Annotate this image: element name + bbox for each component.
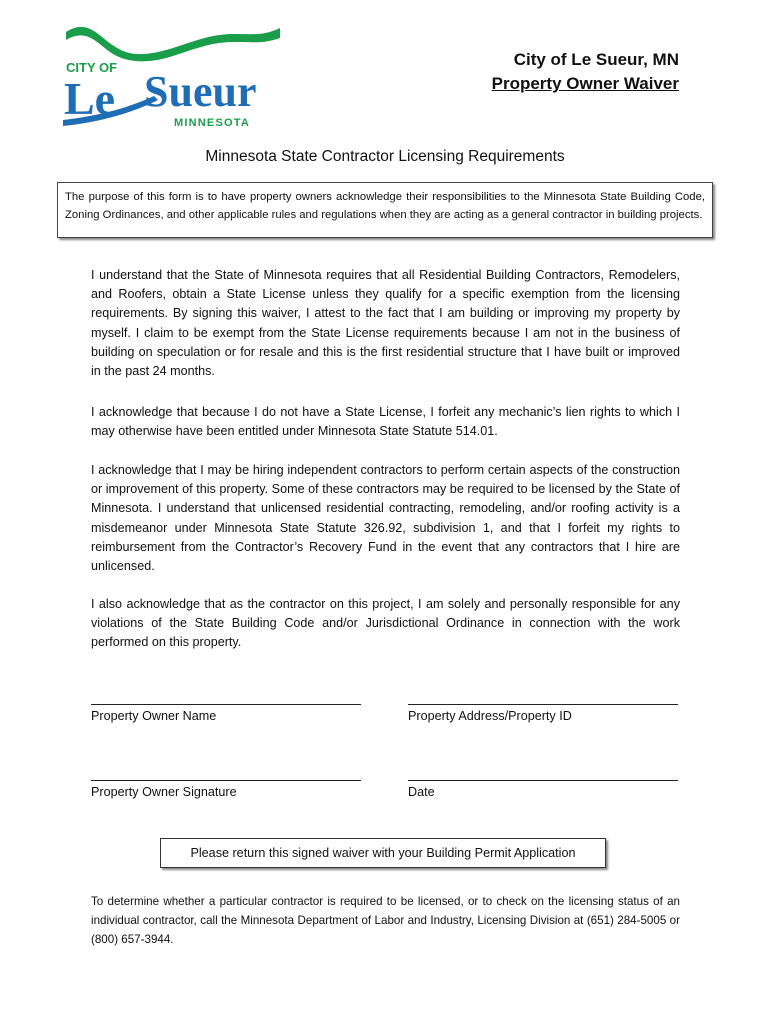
date-field[interactable] [408, 780, 678, 781]
paragraph-exemption: I understand that the State of Minnesota requires that all Residential Building Contractors, Remodelers, and Roofers, obtain a State License unless they qualify for a specific exemption from the licensing requirements. By signing this waiver, I attest to the fact that I am building or improving my property by myself. I claim to be exempt from the State License requirements because I am not in the business of building on speculation or for resale and this is the first residential structure that I have built or improved in the past 24 months. [91, 268, 680, 379]
return-notice: Please return this signed waiver with your Building Permit Application [160, 838, 606, 868]
address-label: Property Address/Property ID [408, 709, 572, 723]
paragraph-lien-rights: I acknowledge that because I do not have a State License, I forfeit any mechanic’s lien rights to which I may otherwise have been entitled under Minnesota State Statute 514.01. [91, 405, 680, 439]
logo-green-river [66, 27, 280, 62]
signature-label: Property Owner Signature [91, 785, 237, 799]
purpose-box: The purpose of this form is to have property owners acknowledge their responsibilities to the Minnesota State Building Code, Zoning Ordinances, and other applicable rules and regulations when they are acting as a general contractor in building projects. [57, 182, 713, 238]
paragraph-independent-contractors: I acknowledge that I may be hiring independent contractors to perform certain aspects of the construction or improvement of this property. Some of these contractors may be required to be licensed by the State of Minnesota. I understand that unlicensed residential contracting, remodeling, and/or roofing activity is a misdemeanor under Minnesota State Statute 326.92, subdivision 1, and that I forfeit my rights to reimbursement from the Contractor’s Recovery Fund in the event that any contractors that I hire are unlicensed. [91, 463, 680, 574]
date-label: Date [408, 785, 435, 799]
address-field[interactable] [408, 704, 678, 705]
logo-city-of: CITY OF [66, 60, 118, 75]
logo-le: Le [64, 73, 116, 124]
signature-field[interactable] [91, 780, 361, 781]
logo-state: MINNESOTA [174, 117, 250, 129]
paragraph-responsibility: I also acknowledge that as the contractor on this project, I am solely and personally responsible for any violations of the State Building Code and/or Jurisdictional Ordinance in connection with the work performed on this property. [91, 597, 680, 650]
form-title: Property Owner Waiver [491, 74, 679, 93]
document-header [492, 48, 679, 96]
owner-name-field[interactable] [91, 704, 361, 705]
section-title: Minnesota State Contractor Licensing Requirements [205, 148, 565, 165]
licensing-contact-note: To determine whether a particular contractor is required to be licensed, or to check on the licensing status of an individual contractor, call the Minnesota Department of Labor and Industry, Licensing Division at (651) 284-5005 or (800) 657-3944. [91, 895, 680, 946]
city-heading: City of Le Sueur, MN [513, 50, 679, 69]
logo-sueur: Sueur [144, 67, 257, 116]
owner-name-label: Property Owner Name [91, 709, 217, 723]
city-logo [58, 20, 290, 132]
